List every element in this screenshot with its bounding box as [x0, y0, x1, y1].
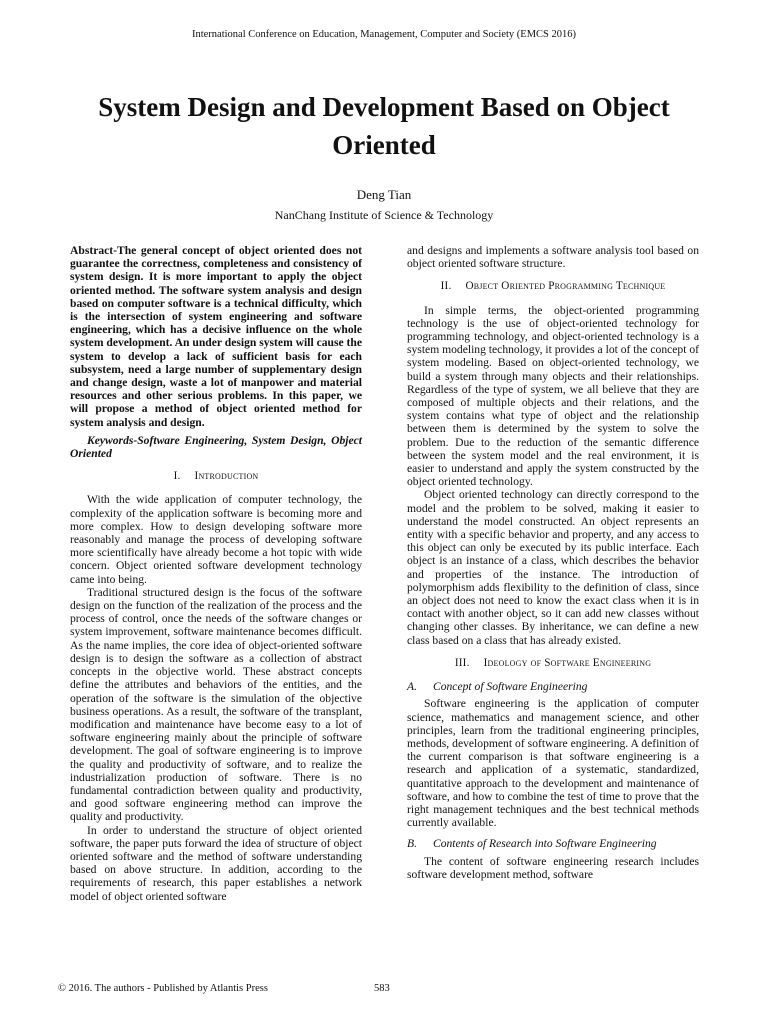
section-title: Object Oriented Programming Technique	[465, 280, 666, 293]
paragraph: In order to understand the structure of object oriented software, the paper puts forward the idea of structure of object oriented software and the method of software understanding based on above structure. In addition, according to the requirements of research, this paper establishes a network model of object oriented software	[70, 823, 362, 903]
section-title: Introduction	[194, 470, 259, 483]
right-column	[407, 244, 699, 881]
subsection-letter: B.	[407, 837, 417, 851]
paper-title: System Design and Development Based on Object Oriented	[98, 92, 670, 160]
section-heading-ideology	[407, 657, 699, 670]
section-title: Ideology of Software Engineering	[483, 656, 652, 669]
conference-header: International Conference on Education, Management, Computer and Society (EMCS 2016)	[191, 29, 577, 40]
subsection-letter: A.	[407, 680, 417, 694]
section-heading-introduction	[70, 470, 362, 483]
subsection-title: Contents of Research into Software Engineering	[432, 837, 657, 851]
left-column	[70, 244, 362, 903]
copyright-notice: © 2016. The authors - Published by Atlantis Press	[58, 983, 268, 994]
section-number: I.	[173, 470, 181, 483]
paragraph: Software engineering is the application of computer science, mathematics and management science, and other principles, learn from the traditional engineering principles, methods, development of software engineering. A definition of the current comparison is that software engineering is a research and application of a systematic, standardized, quantitative approach to the development and maintenance of software, and how to combine the test of time to prove that the right management techniques and the best technical methods currently available.	[407, 697, 699, 830]
paragraph: Object oriented technology can directly correspond to the model and the problem to be solved, making it easier to understand the model constructed. An object represents an entity with a specific behavior and property, and any access to this object can only be executed by its public interface. Each object is an instance of a class, which describes the behavior and properties of the instance. The introduction of polymorphism adds flexibility to the definition of class, since an object does not need to know the exact class when it is in contact with another object, so it can add new classes without changing other classes. By inheritance, we can define a new class based on a class that has already existed.	[407, 488, 699, 647]
section-heading-oop	[407, 280, 699, 293]
page-number: 583	[374, 983, 390, 994]
subsection-heading-b	[407, 837, 699, 850]
author-affiliation: NanChang Institute of Science & Technology	[274, 208, 494, 222]
paragraph-continuation: and designs and implements a software analysis tool based on object oriented software structure.	[407, 244, 699, 271]
paragraph: Traditional structured design is the focus of the software design on the function of the realization of the process and the process of control, once the needs of the software changes or system improvement, software maintenance becomes difficult. As the name implies, the core idea of object-oriented software design is to design the software as a collection of abstract concepts in the objective world. These abstract concepts define the attributes and behaviors of the entities, and the operation of the software is the simulation of the objective business operations. As a result, the software of the transplant, modification and maintenance have become easy to a lot of software engineering mainly about the principle of software development. The goal of software engineering is to improve the quality and productivity of software, and to realize the industrialization production of software. There is no fundamental contradiction between quality and productivity, and good software engineering method can improve the quality and productivity.	[70, 585, 362, 824]
paragraph: With the wide application of computer technology, the complexity of the application software is becoming more and more complex. How to design developing software more reasonably and manage the process of developing software more scientifically have already become a hot topic with wide concern. Object oriented software development technology came into being.	[70, 493, 362, 586]
author-name: Deng Tian	[356, 187, 412, 202]
subsection-heading-a	[407, 680, 699, 693]
abstract: Abstract-The general concept of object oriented does not guarantee the correctness, completeness and consistency of system design. It is more important to apply the object oriented method. The software system analysis and design based on computer software is a technical difficulty, which is the intersection of system engineering and software engineering, which has a decisive influence on the whole system development. An under design system will cause the system to develop a lack of sufficient basis for each subsystem, need a large number of supplementary design and change design, waste a lot of manpower and material resources and other serious problems. In this paper, we will propose a method of object oriented method for system analysis and design.	[70, 244, 362, 429]
section-number: II.	[440, 280, 452, 293]
paragraph: The content of software engineering research includes software development method, software	[407, 854, 699, 881]
section-number: III.	[454, 656, 470, 669]
keywords: Keywords-Software Engineering, System Design, Object Oriented	[70, 433, 362, 461]
subsection-title: Concept of Software Engineering	[432, 680, 588, 694]
paragraph: In simple terms, the object-oriented programming technology is the use of object-oriented technology for programming technology, and object-oriented technology is a system modeling technology, it provides a lot of the concept of system modeling. Based on object-oriented technology, we build a system through many objects and their relationships. Regardless of the type of system, we all believe that they are composed of multiple objects and their relations, and the system contains what type of object and the relationship between them is determined by the system to solve the problem. Due to the reduction of the semantic difference between the system model and the real environment, it is easier to understand and apply the system constructed by the object oriented technology.	[407, 303, 699, 489]
